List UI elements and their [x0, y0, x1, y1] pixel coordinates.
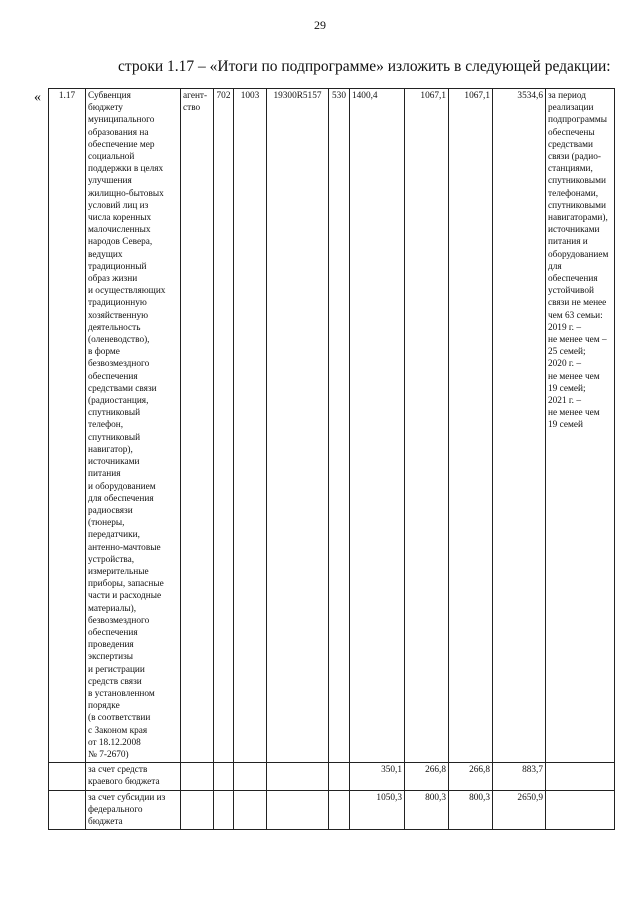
value-total-cell: 2650,9 — [493, 790, 546, 830]
empty-cell — [546, 790, 615, 830]
value-2019-cell: 1400,4 — [350, 89, 405, 763]
value-total-cell: 883,7 — [493, 763, 546, 790]
funding-source-label: за счет средств краевого бюджета — [86, 763, 181, 790]
value-2021-cell: 266,8 — [449, 763, 493, 790]
value-2020-cell: 266,8 — [405, 763, 449, 790]
code-section-cell: 1003 — [234, 89, 267, 763]
empty-cell — [267, 763, 329, 790]
empty-cell — [214, 790, 234, 830]
empty-cell — [234, 763, 267, 790]
subprogram-table — [48, 88, 615, 830]
code-target-article-cell: 19300R5157 — [267, 89, 329, 763]
page-number: 29 — [314, 18, 326, 32]
value-2019-cell: 1050,3 — [350, 790, 405, 830]
empty-cell — [49, 790, 86, 830]
empty-cell — [181, 790, 214, 830]
grbs-cell: агент- ство — [181, 89, 214, 763]
code-expense-type-cell: 530 — [329, 89, 350, 763]
value-2019-cell: 350,1 — [350, 763, 405, 790]
value-2020-cell: 800,3 — [405, 790, 449, 830]
opening-quote-mark: « — [34, 90, 41, 105]
table-row-main — [49, 89, 615, 763]
empty-cell — [267, 790, 329, 830]
expected-result-cell: за период реализации подпрограммы обеспечены средствами связи (радио- станциями, спутниковыми телефонами, спутниковыми навигаторами), источниками питания и оборудованием для обеспечения устойчивой связи не менее чем 63 семьи: 2019 г. – не менее чем – 25 семей; 2020 г. – не менее чем 19 семей; 2021 г. – не менее чем 19 семей — [546, 89, 615, 763]
value-total-cell: 3534,6 — [493, 89, 546, 763]
empty-cell — [234, 790, 267, 830]
table-row-federal — [49, 790, 615, 830]
empty-cell — [546, 763, 615, 790]
measure-name-cell: Субвенция бюджету муниципального образования на обеспечение мер социальной поддержки в целях улучшения жилищно-бытовых условий лиц из числа коренных малочисленных народов Севера, ведущих традиционный образ жизни и осуществляющих традиционную хозяйственную деятельность (оленеводство), в форме безвозмездного обеспечения средствами связи (радиостанция, спутниковый телефон, спутниковый навигатор), источниками питания и оборудованием для обеспечения радиосвязи (тюнеры, передатчики, антенно-мачтовые устройства, измерительные приборы, запасные части и расходные материалы), безвозмездного обеспечения проведения экспертизы и регистрации средств связи в установленном порядке (в соответствии с Законом края от 18.12.2008 № 7-2670) — [86, 89, 181, 763]
empty-cell — [329, 790, 350, 830]
empty-cell — [329, 763, 350, 790]
value-2021-cell: 1067,1 — [449, 89, 493, 763]
funding-source-label: за счет субсидии из федерального бюджета — [86, 790, 181, 830]
value-2020-cell: 1067,1 — [405, 89, 449, 763]
table-row-regional — [49, 763, 615, 790]
row-number-cell: 1.17 — [49, 89, 86, 763]
value-2021-cell: 800,3 — [449, 790, 493, 830]
section-heading: строки 1.17 – «Итоги по подпрограмме» изложить в следующей редакции: — [118, 58, 611, 75]
code-grbs-cell: 702 — [214, 89, 234, 763]
empty-cell — [49, 763, 86, 790]
empty-cell — [214, 763, 234, 790]
empty-cell — [181, 763, 214, 790]
